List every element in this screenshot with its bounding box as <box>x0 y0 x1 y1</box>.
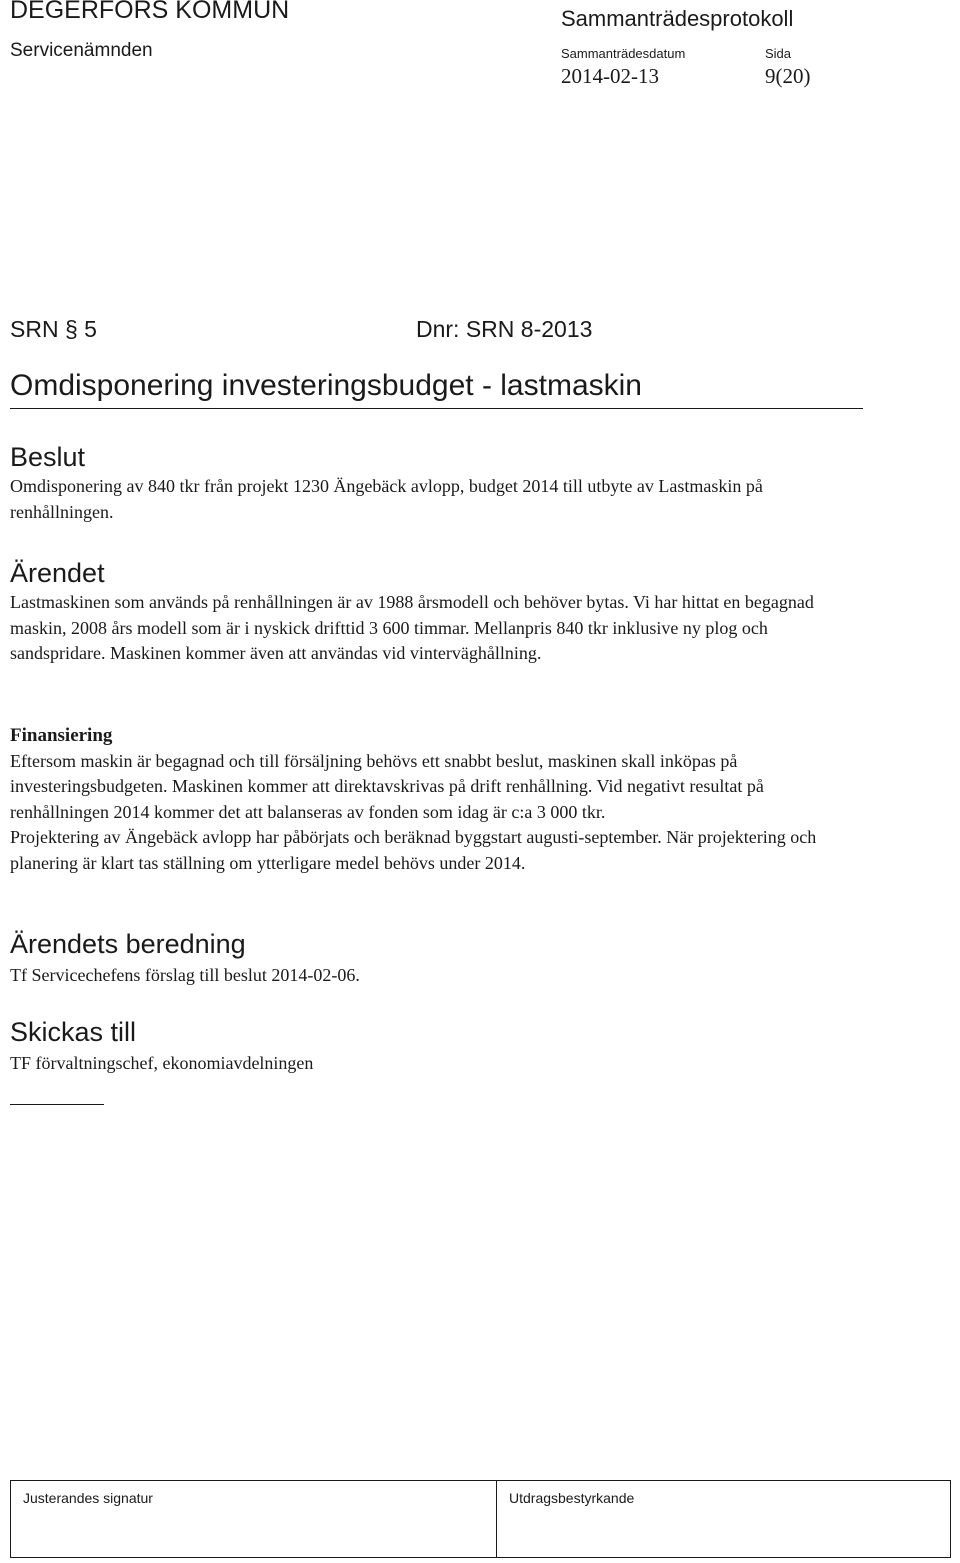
signature-label: Justerandes signatur <box>23 1490 153 1506</box>
meeting-date-label: Sammanträdesdatum <box>561 46 686 61</box>
case-title: Omdisponering investeringsbudget - lastmaskin <box>10 369 642 402</box>
section-skickas-till <box>10 1015 860 1077</box>
registry-number: Dnr: SRN 8-2013 <box>416 316 593 342</box>
section-text: TF förvaltningschef, ekonomiavdelningen <box>10 1053 314 1073</box>
section-heading: Skickas till <box>10 1017 137 1047</box>
section-heading: Ärendets beredning <box>10 929 246 959</box>
organization-name: DEGERFORS KOMMUN <box>10 0 290 24</box>
section-text: Omdisponering av 840 tkr från projekt 1230 Ängebäck avlopp, budget 2014 till utbyte av Lastmaskin på renhållningen. <box>10 476 763 522</box>
certification-cell <box>496 1481 950 1557</box>
end-rule <box>10 1104 104 1105</box>
case-number: SRN § 5 <box>10 316 97 342</box>
page-label: Sida <box>765 46 792 61</box>
section-text: Tf Servicechefens förslag till beslut 2014-02-06. <box>10 965 360 985</box>
section-beslut <box>10 440 860 525</box>
page-number: 9(20) <box>765 64 811 88</box>
signature-cell <box>11 1481 496 1557</box>
footer-signature-table <box>10 1480 951 1558</box>
section-finansiering <box>10 723 860 877</box>
board-name: Servicenämnden <box>10 40 153 61</box>
document-type: Sammanträdesprotokoll <box>561 6 794 31</box>
section-text: Projektering av Ängebäck avlopp har påbörjats och beräknad byggstart augusti-september. När projektering och planering är klart tas ställning om ytterligare medel behövs under 2014. <box>10 827 817 873</box>
section-text: Eftersom maskin är begagnad och till försäljning behövs ett snabbt beslut, maskinen skall inköpas på investeringsbudgeten. Maskinen kommer att direktavskrivas på drift renhållning. Vid negativt resultat på renhållningen 2014 kommer det att balanseras av fonden som idag är c:a 3 000 tkr. <box>10 750 764 822</box>
section-heading: Ärendet <box>10 558 105 588</box>
certification-label: Utdragsbestyrkande <box>509 1490 635 1506</box>
section-beredning <box>10 927 860 989</box>
meeting-date: 2014-02-13 <box>561 64 659 88</box>
section-subheading: Finansiering <box>10 725 113 746</box>
section-arendet <box>10 556 860 667</box>
section-heading: Beslut <box>10 442 86 472</box>
title-underline <box>10 408 863 409</box>
section-text: Lastmaskinen som används på renhållningen är av 1988 årsmodell och behöver bytas. Vi har hittat en begagnad maskin, 2008 års modell som är i nyskick drifttid 3 600 timmar. Mellanpris 840 tkr inklusive ny plog och sandspridare. Maskinen kommer även att användas vid vinterväghållning. <box>10 592 814 664</box>
